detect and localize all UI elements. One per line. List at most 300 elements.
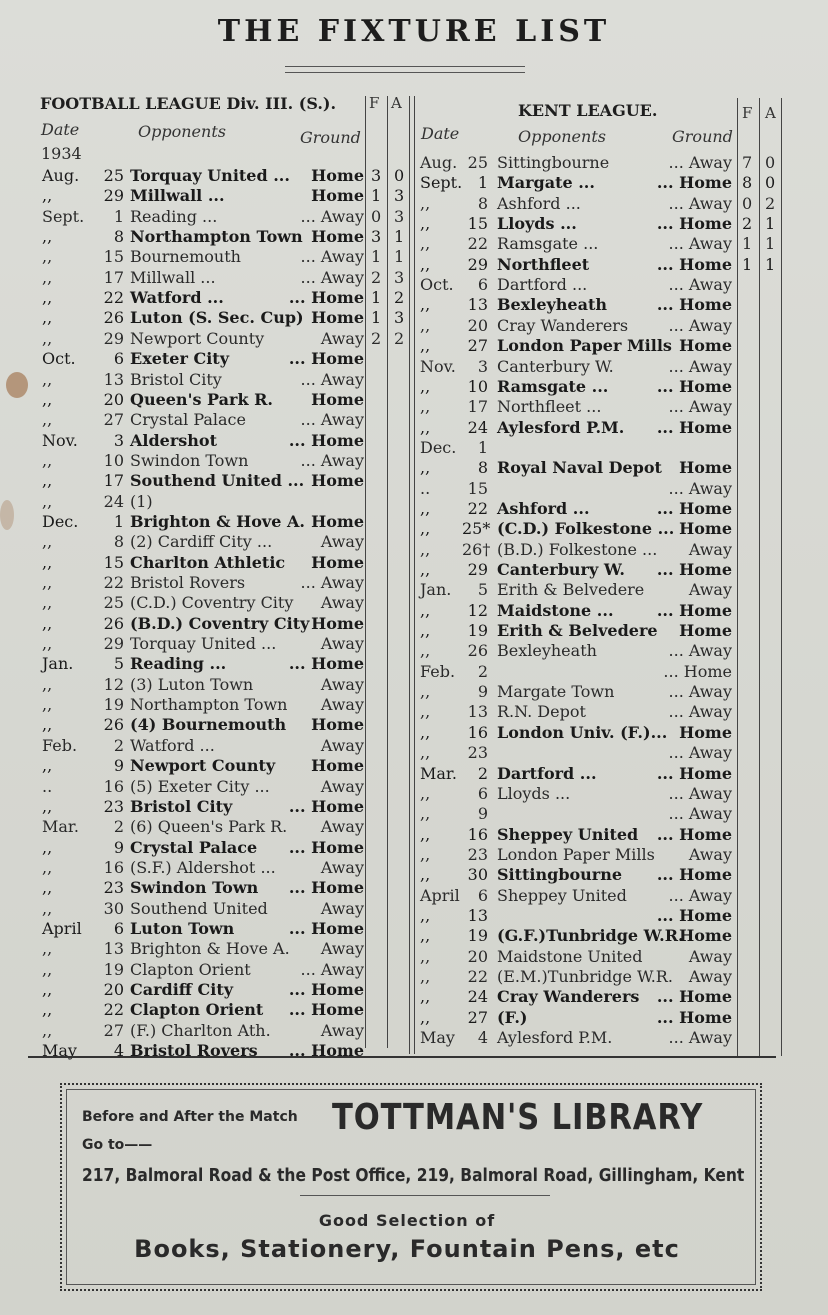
fixture-month: ,, — [420, 376, 431, 396]
fixture-month: ,, — [42, 613, 53, 633]
fixture-day: 13 — [103, 939, 124, 959]
right-league-title: KENT LEAGUE. — [518, 101, 658, 120]
fixture-month: Jan. — [420, 580, 452, 600]
fixture-day: 22 — [467, 498, 488, 518]
fixture-month: ,, — [42, 878, 53, 898]
fixture-opponent: London Univ. (F.)... — [497, 722, 668, 742]
fixture-opponent: Royal Naval Depot — [497, 458, 662, 478]
fixture-ground: ... Home — [288, 918, 364, 938]
fixture-day: 25 — [103, 593, 124, 613]
fixture-ground: ... Away — [668, 193, 732, 213]
fixture-day: 26 — [103, 308, 124, 328]
fixture-ground: ... Home — [656, 905, 732, 925]
right-ground-header: Ground — [672, 127, 733, 146]
column-rule — [387, 96, 388, 1048]
fixture-ground: ... Home — [656, 600, 732, 620]
fixture-opponent: Dartford ... — [497, 763, 597, 783]
fixture-ground: Away — [688, 946, 732, 966]
fixture-month: ,, — [420, 804, 431, 824]
left-opponents-header: Opponents — [138, 122, 226, 141]
fixture-month: ,, — [42, 308, 53, 328]
fixture-ground: Home — [679, 621, 732, 641]
fixture-opponent: Reading ... — [130, 206, 218, 226]
fixture-month: ,, — [42, 715, 53, 735]
fixture-ground: ... Home — [656, 417, 732, 437]
fixture-day: 6 — [477, 275, 488, 295]
fixture-ground: Away — [688, 967, 732, 986]
fixture-score-for: 7 — [742, 153, 753, 172]
fixture-day: 10 — [103, 450, 124, 470]
fixture-day: 26 — [103, 715, 124, 735]
fixture-opponent: Watford ... — [130, 288, 224, 308]
fixture-day: 9 — [113, 837, 124, 857]
fixture-ground: Home — [311, 166, 364, 185]
fixture-month: ,, — [42, 267, 53, 287]
fixture-month: ,, — [420, 682, 431, 702]
fixture-opponent: Margate ... — [497, 173, 595, 193]
fixture-ground: ... Away — [300, 410, 364, 430]
fixture-month: April — [420, 885, 460, 905]
fixture-day: 25* — [462, 519, 491, 539]
fixture-opponent: Sittingbourne — [497, 153, 610, 172]
fixture-month: ,, — [420, 926, 431, 946]
fixture-day: 6 — [477, 783, 488, 803]
advert-line-1: Before and After the Match — [82, 1109, 298, 1125]
fixture-day: 15 — [103, 552, 124, 572]
fixture-day: 23 — [103, 878, 124, 898]
fixture-opponent: (E.M.)Tunbridge W.R. — [497, 967, 673, 986]
fixture-month: ,, — [42, 593, 53, 613]
fixture-month: ,, — [420, 498, 431, 518]
fixture-opponent: Charlton Athletic — [130, 552, 286, 572]
fixture-day: 10 — [467, 376, 488, 396]
advert-books: Books, Stationery, Fountain Pens, etc — [134, 1235, 680, 1263]
fixture-score-against: 0 — [765, 173, 776, 193]
fixture-opponent: (4) Bournemouth — [130, 715, 287, 735]
fixture-day: 15 — [467, 478, 488, 498]
fixture-day: 19 — [103, 695, 124, 715]
fixture-day: 3 — [477, 356, 488, 376]
left-ground-header: Ground — [300, 128, 361, 147]
fixture-opponent: Margate Town — [497, 682, 615, 702]
fixture-ground: ... Home — [656, 214, 732, 234]
fixture-opponent: Newport County — [130, 328, 265, 348]
fixture-day: 23 — [467, 844, 488, 864]
title-rule — [285, 66, 525, 67]
fixture-opponent: (5) Exeter City ... — [130, 776, 270, 796]
fixture-opponent: (C.D.) Folkestone ... — [497, 519, 675, 539]
fixture-day: 6 — [477, 885, 488, 905]
fixture-month: April — [42, 918, 82, 938]
fixture-ground: Away — [320, 1020, 364, 1040]
left-date-header: Date — [41, 120, 80, 139]
fixture-opponent: Bexleyheath — [497, 295, 607, 315]
fixture-ground: Away — [320, 939, 364, 959]
fixture-month: Jan. — [42, 654, 74, 674]
fixture-day: 17 — [103, 471, 124, 491]
fixture-day: 24 — [467, 987, 488, 1007]
fixture-opponent: Bristol Rovers — [130, 573, 246, 592]
fixture-month: ,, — [420, 417, 431, 437]
fixture-month: ,, — [420, 336, 431, 356]
fixture-month: ,, — [420, 967, 431, 986]
fixture-ground: ... Away — [668, 356, 732, 376]
fixture-ground: ... Home — [656, 254, 732, 274]
fixture-month: Oct. — [420, 275, 454, 295]
advert-rule — [300, 1195, 550, 1196]
fixture-score-against: 1 — [765, 214, 776, 234]
fixture-month: ,, — [42, 674, 53, 694]
fixture-opponent: Cray Wanderers — [497, 987, 640, 1007]
fixture-month: ,, — [42, 1000, 53, 1020]
fixture-month: ,, — [420, 702, 431, 722]
fixture-score-for: 1 — [371, 247, 382, 267]
fixture-month: Nov. — [420, 356, 456, 376]
fixture-ground: ... Away — [300, 247, 364, 267]
fixture-day: 1 — [113, 206, 124, 226]
fixture-day: 15 — [103, 247, 124, 267]
fixture-day: 23 — [103, 796, 124, 816]
fixture-ground: ... Away — [668, 641, 732, 661]
fixture-month: Aug. — [420, 153, 458, 172]
fixture-month: ,, — [420, 905, 431, 925]
fixture-opponent: Northampton Town — [130, 227, 303, 247]
column-rule — [759, 98, 760, 1056]
fixture-month: ,, — [420, 844, 431, 864]
fixture-opponent: Luton Town — [130, 918, 235, 938]
fixture-ground: ... Home — [656, 824, 732, 844]
stain-mark — [6, 372, 28, 398]
fixture-ground: ... Home — [288, 1000, 364, 1020]
fixture-opponent: (B.D.) Coventry City — [130, 613, 310, 633]
fixture-ground: ... Away — [668, 234, 732, 254]
fixture-ground: ... Home — [663, 661, 732, 681]
fixture-day: 16 — [103, 857, 124, 877]
fixture-ground: Away — [320, 328, 364, 348]
fixture-day: 8 — [477, 458, 488, 478]
fixture-month: ,, — [420, 824, 431, 844]
fixture-ground: Home — [311, 613, 364, 633]
fixture-ground: ... Away — [668, 702, 732, 722]
fixture-opponent: Ramsgate ... — [497, 234, 599, 254]
fixture-opponent: Crystal Palace — [130, 837, 258, 857]
fixture-month: ,, — [420, 234, 431, 254]
fixture-opponent: Clapton Orient — [130, 1000, 264, 1020]
fixture-score-against: 1 — [765, 254, 776, 274]
fixture-day: 2 — [113, 735, 124, 755]
fixture-month: Mar. — [42, 817, 79, 837]
fixture-score-against: 2 — [394, 288, 405, 308]
fixture-month: ,, — [420, 600, 431, 620]
fixture-day: 29 — [103, 328, 124, 348]
fixture-month: ,, — [420, 743, 431, 763]
advert-brand: TOTTMAN'S LIBRARY — [332, 1097, 704, 1138]
fixture-ground: ... Away — [300, 206, 364, 226]
fixture-opponent: Southend United ... — [130, 471, 305, 491]
fixture-opponent: Torquay United ... — [130, 166, 290, 185]
fixture-day: 17 — [467, 397, 488, 417]
fixture-opponent: Crystal Palace — [130, 410, 246, 430]
fixture-day: 30 — [467, 865, 488, 885]
fixture-score-against: 3 — [394, 206, 405, 226]
right-f-header: F — [742, 104, 753, 122]
fixture-ground: ... Home — [656, 376, 732, 396]
fixture-opponent: Aylesford P.M. — [497, 1028, 613, 1048]
fixture-ground: Away — [688, 580, 732, 600]
fixture-month: Dec. — [42, 511, 79, 531]
fixture-month: Feb. — [420, 661, 456, 681]
fixture-score-against: 1 — [394, 227, 405, 247]
fixture-ground: ... Away — [300, 267, 364, 287]
fixture-month: ,, — [420, 987, 431, 1007]
fixture-opponent: (F.) — [497, 1007, 528, 1027]
fixture-ground: Home — [311, 308, 364, 328]
left-f-header: F — [369, 94, 380, 112]
fixture-day: 24 — [103, 491, 124, 511]
left-league-title: FOOTBALL LEAGUE Div. III. (S.). — [40, 94, 337, 113]
fixture-day: 9 — [477, 804, 488, 824]
fixture-ground: Away — [320, 634, 364, 654]
fixture-ground: ... Home — [656, 295, 732, 315]
fixture-opponent: Ashford ... — [497, 498, 590, 518]
fixture-opponent: Swindon Town — [130, 450, 249, 470]
fixture-month: ,, — [42, 959, 53, 979]
fixture-month: ,, — [42, 532, 53, 552]
fixture-opponent: Clapton Orient — [130, 959, 251, 979]
fixture-opponent: Luton (S. Sec. Cup) — [130, 308, 304, 328]
fixture-opponent: Sittingbourne — [497, 865, 623, 885]
advert-line-2: Go to—— — [82, 1137, 153, 1153]
fixture-opponent: Reading ... — [130, 654, 227, 674]
fixture-ground: ... Away — [668, 275, 732, 295]
fixture-ground: ... Home — [288, 837, 364, 857]
fixture-day: 22 — [467, 967, 488, 986]
fixture-ground: Away — [320, 735, 364, 755]
fixture-opponent: Bristol City — [130, 369, 222, 389]
fixture-day: 17 — [103, 267, 124, 287]
fixture-day: 8 — [477, 193, 488, 213]
fixture-score-against: 1 — [765, 234, 776, 254]
fixture-ground: Away — [320, 776, 364, 796]
fixture-opponent: R.N. Depot — [497, 702, 586, 722]
right-a-header: A — [765, 104, 776, 122]
fixture-day: 6 — [113, 349, 124, 369]
fixture-ground: Away — [320, 593, 364, 613]
fixture-month: ,, — [42, 328, 53, 348]
fixture-day: 13 — [103, 369, 124, 389]
fixture-day: 20 — [467, 315, 488, 335]
fixture-month: ,, — [420, 560, 431, 579]
fixture-score-against: 1 — [394, 247, 405, 267]
fixture-opponent: Watford ... — [130, 735, 215, 755]
fixture-opponent: Maidstone United — [497, 946, 643, 966]
fixture-day: 26† — [462, 539, 491, 559]
fixture-month: ,, — [420, 722, 431, 742]
advert-good-selection: Good Selection of — [318, 1211, 496, 1230]
fixture-ground: Home — [311, 389, 364, 409]
right-opponents-header: Opponents — [518, 127, 606, 146]
fixture-ground: Away — [320, 674, 364, 694]
fixture-day: 27 — [467, 336, 488, 356]
fixture-month: Nov. — [42, 430, 78, 450]
fixture-ground: ... Home — [288, 878, 364, 898]
fixture-score-for: 2 — [742, 214, 753, 234]
fixture-opponent: Cray Wanderers — [497, 315, 629, 335]
fixture-opponent: Cardiff City — [130, 980, 233, 999]
fixture-day: 2 — [477, 763, 488, 783]
fixture-score-for: 2 — [371, 328, 382, 348]
fixture-month: ,, — [42, 857, 53, 877]
fixture-opponent: Torquay United ... — [130, 634, 277, 654]
fixture-day: 22 — [103, 288, 124, 308]
fixture-opponent: Brighton & Hove A. — [130, 511, 305, 531]
fixture-opponent: (C.D.) Coventry City — [130, 593, 294, 613]
fixture-ground: Home — [311, 715, 364, 735]
fixture-opponent: London Paper Mills — [497, 336, 672, 356]
fixture-ground: ... Home — [288, 654, 364, 674]
fixture-score-against: 2 — [394, 328, 405, 348]
fixture-score-for: 2 — [371, 267, 382, 287]
fixture-score-for: 8 — [742, 173, 753, 193]
fixture-opponent: Sheppey United — [497, 885, 627, 905]
fixture-day: 25 — [103, 166, 124, 185]
fixture-day: 26 — [467, 641, 488, 661]
fixture-score-for: 1 — [371, 308, 382, 328]
column-rule — [414, 96, 415, 1054]
fixture-day: 27 — [467, 1007, 488, 1027]
fixture-month: May — [420, 1028, 455, 1048]
fixture-month: ,, — [42, 491, 53, 511]
fixture-ground: ... Away — [300, 573, 364, 592]
fixture-opponent: Erith & Belvedere — [497, 580, 645, 600]
advert-address: 217, Balmoral Road & the Post Office, 219, Balmoral Road, Gillingham, Kent — [82, 1165, 745, 1186]
fixture-day: 12 — [103, 674, 124, 694]
fixture-ground: ... Away — [300, 450, 364, 470]
fixture-ground: ... Home — [288, 1041, 364, 1061]
fixture-day: 26 — [103, 613, 124, 633]
fixture-opponent: Canterbury W. — [497, 356, 614, 376]
fixture-day: 1 — [113, 511, 124, 531]
fixture-opponent: Northampton Town — [130, 695, 288, 715]
fixture-ground: Home — [311, 186, 364, 206]
fixture-month: ,, — [42, 247, 53, 267]
fixture-day: 20 — [103, 389, 124, 409]
fixture-ground: ... Home — [656, 560, 732, 579]
page-title: THE FIXTURE LIST — [217, 14, 611, 49]
fixture-ground: Home — [311, 471, 364, 491]
fixture-opponent: Northfleet — [497, 254, 590, 274]
fixture-opponent: Dartford ... — [497, 275, 588, 295]
fixture-day: 19 — [467, 621, 488, 641]
fixture-day: 5 — [477, 580, 488, 600]
fixture-month: ,, — [420, 315, 431, 335]
fixture-month: ,, — [420, 539, 431, 559]
fixture-month: ,, — [420, 458, 431, 478]
fixture-opponent: Newport County — [130, 756, 276, 776]
fixture-ground: ... Home — [288, 288, 364, 308]
fixture-opponent: London Paper Mills — [497, 844, 655, 864]
fixture-score-for: 0 — [742, 193, 753, 213]
fixture-day: 5 — [113, 654, 124, 674]
fixture-opponent: (G.F.)Tunbridge W.R. — [497, 926, 684, 946]
fixture-opponent: Ashford ... — [497, 193, 581, 213]
fixture-opponent: Aldershot — [130, 430, 217, 450]
fixture-day: 13 — [467, 702, 488, 722]
fixture-day: 8 — [113, 532, 124, 552]
fixture-ground: ... Away — [668, 885, 732, 905]
fixture-month: ,, — [42, 573, 53, 592]
fixture-day: 27 — [103, 410, 124, 430]
fixture-month: ,, — [42, 186, 53, 206]
fixture-score-against: 3 — [394, 267, 405, 287]
fixture-month: ,, — [42, 634, 53, 654]
fixture-ground: ... Away — [668, 682, 732, 702]
fixture-month: .. — [42, 776, 53, 796]
fixture-ground: ... Home — [656, 763, 732, 783]
fixture-score-for: 0 — [371, 206, 382, 226]
fixture-ground: Away — [320, 857, 364, 877]
fixture-day: 19 — [467, 926, 488, 946]
fixture-ground: Away — [320, 532, 364, 552]
fixture-day: 19 — [103, 959, 124, 979]
fixture-opponent: Lloyds ... — [497, 214, 577, 234]
fixture-opponent: (6) Queen's Park R. — [130, 817, 288, 837]
fixture-day: 25 — [467, 153, 488, 172]
fixture-month: ,, — [42, 756, 53, 776]
fixture-opponent: Bristol Rovers — [130, 1041, 258, 1061]
fixture-month: ,, — [42, 369, 53, 389]
fixture-day: 24 — [467, 417, 488, 437]
fixture-ground: ... Away — [668, 783, 732, 803]
fixture-day: 29 — [467, 254, 488, 274]
fixture-day: 1 — [477, 437, 488, 457]
fixture-day: 4 — [477, 1028, 488, 1048]
fixture-ground: Away — [320, 695, 364, 715]
fixture-day: 2 — [113, 817, 124, 837]
fixture-opponent: Bristol City — [130, 796, 233, 816]
fixture-day: 15 — [467, 214, 488, 234]
fixture-score-against: 2 — [765, 193, 776, 213]
fixture-score-for: 3 — [371, 227, 382, 247]
fixture-day: 13 — [467, 295, 488, 315]
fixture-month: ,, — [420, 783, 431, 803]
fixture-opponent: Aylesford P.M. — [497, 417, 625, 437]
bottom-rule — [28, 1056, 776, 1058]
fixture-ground: ... Home — [288, 430, 364, 450]
fixture-day: 23 — [467, 743, 488, 763]
fixture-month: Feb. — [42, 735, 78, 755]
column-rule — [409, 96, 410, 1054]
fixture-month: ,, — [42, 288, 53, 308]
fixture-ground: ... Home — [656, 173, 732, 193]
column-rule — [737, 98, 738, 1056]
fixture-ground: ... Home — [656, 865, 732, 885]
fixture-score-against: 0 — [394, 166, 405, 185]
fixture-opponent: Southend United — [130, 898, 268, 918]
fixture-month: ,, — [420, 621, 431, 641]
fixture-opponent: Erith & Belvedere — [497, 621, 658, 641]
fixture-month: ,, — [42, 796, 53, 816]
fixture-month: ,, — [420, 193, 431, 213]
fixture-month: ,, — [420, 1007, 431, 1027]
fixture-ground: ... Away — [668, 1028, 732, 1048]
fixture-ground: ... Away — [668, 397, 732, 417]
fixture-day: 20 — [103, 980, 124, 999]
fixture-opponent: Queen's Park R. — [130, 389, 273, 409]
fixture-month: .. — [420, 478, 431, 498]
fixture-month: ,, — [42, 837, 53, 857]
fixture-opponent: Millwall ... — [130, 186, 225, 206]
